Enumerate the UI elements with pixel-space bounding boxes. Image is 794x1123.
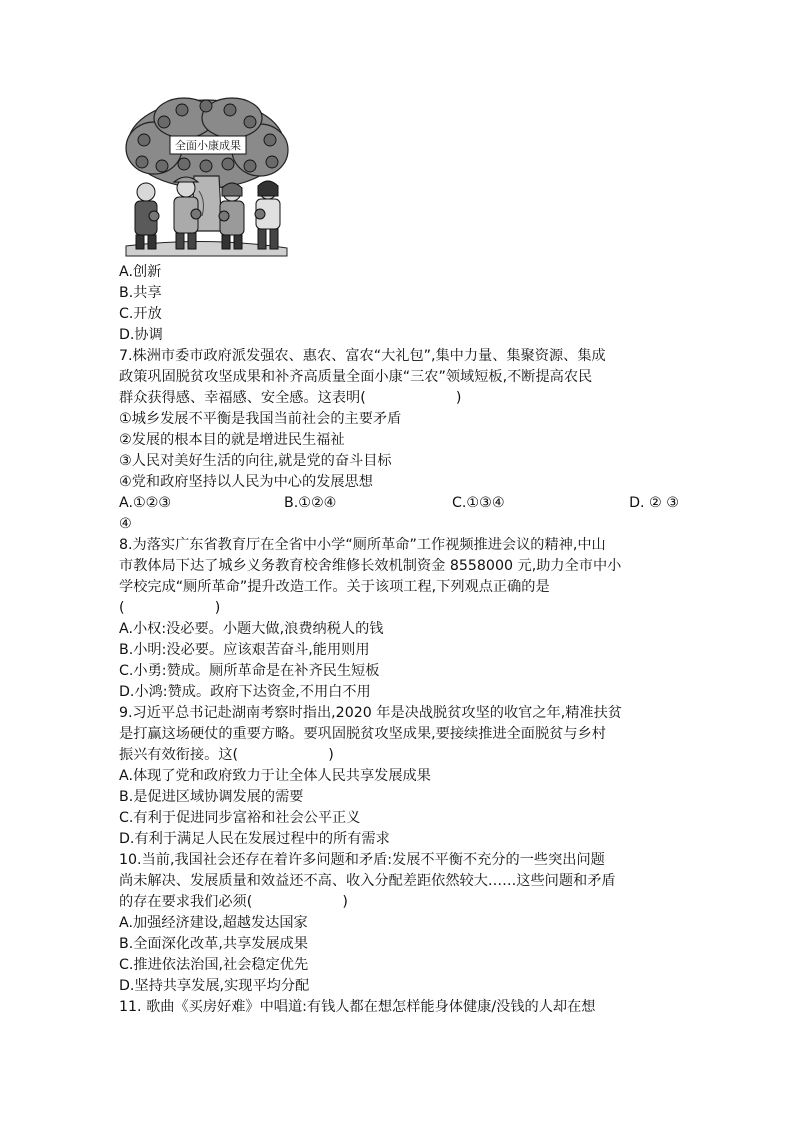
- q7-option-b: B.①②④: [284, 495, 337, 511]
- q7-options: [119, 493, 679, 514]
- tree-illustration: [124, 96, 289, 260]
- question-content: [119, 262, 679, 1018]
- q8-option-b: B.小明:没必要。应该艰苦奋斗,能用则用: [119, 642, 370, 658]
- q9-option-b: B.是促进区域协调发展的需要: [119, 789, 304, 805]
- q8-option-c: C.小勇:赞成。厕所革命是在补齐民生短板: [119, 663, 380, 679]
- q9-option-c: C.有利于促进同步富裕和社会公平正义: [119, 810, 361, 826]
- q9-option-d: D.有利于满足人民在发展过程中的所有需求: [119, 831, 390, 847]
- q7-option-a: A.①②③: [119, 495, 172, 511]
- q6-option-a: A.创新: [119, 264, 162, 280]
- q6-option-b: B.共享: [119, 285, 162, 301]
- q8-option-a: A.小权:没必要。小题大做,浪费纳税人的钱: [119, 621, 384, 637]
- q7-option-c: C.①③④: [452, 495, 505, 511]
- q9-stem-line-3: 振兴有效衔接。这( ): [119, 747, 334, 763]
- q10-option-c: C.推进依法治国,社会稳定优先: [119, 957, 309, 973]
- q7-option-d-wrap: ④: [119, 516, 132, 532]
- q10-stem-line-3: 的存在要求我们必须( ): [119, 894, 348, 910]
- q10-option-b: B.全面深化改革,共享发展成果: [119, 936, 309, 952]
- q8-stem-line-3: 学校完成“厕所革命”提升改造工作。关于该项工程,下列观点正确的是: [119, 579, 550, 595]
- q8-stem-line-1: 8.为落实广东省教育厅在全省中小学“厕所革命”工作视频推进会议的精神,中山: [119, 537, 606, 553]
- q11-stem-line-1: 11. 歌曲《买房好难》中唱道:有钱人都在想怎样能身体健康/没钱的人却在想: [119, 999, 596, 1015]
- q8-stem-line-4: ( ): [119, 600, 221, 616]
- q7-statement-2: ②发展的根本目的就是增进民生福祉: [119, 432, 345, 448]
- q9-option-a: A.体现了党和政府致力于让全体人民共享发展成果: [119, 768, 431, 784]
- q7-statement-4: ④党和政府坚持以人民为中心的发展思想: [119, 474, 373, 490]
- q8-stem-line-2: 市教体局下达了城乡义务教育校舍维修长效机制资金 8558000 元,助力全市中小: [119, 558, 622, 574]
- q7-stem-line-3: 群众获得感、幸福感、安全感。这表明( ): [119, 390, 462, 406]
- q10-stem-line-1: 10.当前,我国社会还存在着许多问题和矛盾:发展不平衡不充分的一些突出问题: [119, 852, 605, 868]
- q10-option-a: A.加强经济建设,超越发达国家: [119, 915, 308, 931]
- q10-stem-line-2: 尚未解决、发展质量和效益还不高、收入分配差距依然较大……这些问题和矛盾: [119, 873, 616, 889]
- q7-stem-line-2: 政策巩固脱贫攻坚成果和补齐高质量全面小康“三农”领域短板,不断提高农民: [119, 369, 593, 385]
- q10-option-d: D.坚持共享发展,实现平均分配: [119, 978, 310, 994]
- q9-stem-line-1: 9.习近平总书记赴湖南考察时指出,2020 年是决战脱贫攻坚的收官之年,精准扶贫: [119, 705, 622, 721]
- q7-option-d: D. ② ③: [629, 495, 679, 511]
- q9-stem-line-2: 是打赢这场硬仗的重要方略。要巩固脱贫攻坚成果,要接续推进全面脱贫与乡村: [119, 726, 606, 742]
- q8-option-d: D.小鸿:赞成。政府下达资金,不用白不用: [119, 684, 371, 700]
- q6-option-d: D.协调: [119, 327, 163, 343]
- q7-statement-1: ①城乡发展不平衡是我国当前社会的主要矛盾: [119, 411, 402, 427]
- sign-text: 全面小康成果: [175, 139, 241, 152]
- q7-stem-line-1: 7.株洲市委市政府派发强农、惠农、富农“大礼包”,集中力量、集聚资源、集成: [119, 348, 606, 364]
- q7-statement-3: ③人民对美好生活的向往,就是党的奋斗目标: [119, 453, 392, 469]
- q6-option-c: C.开放: [119, 306, 162, 322]
